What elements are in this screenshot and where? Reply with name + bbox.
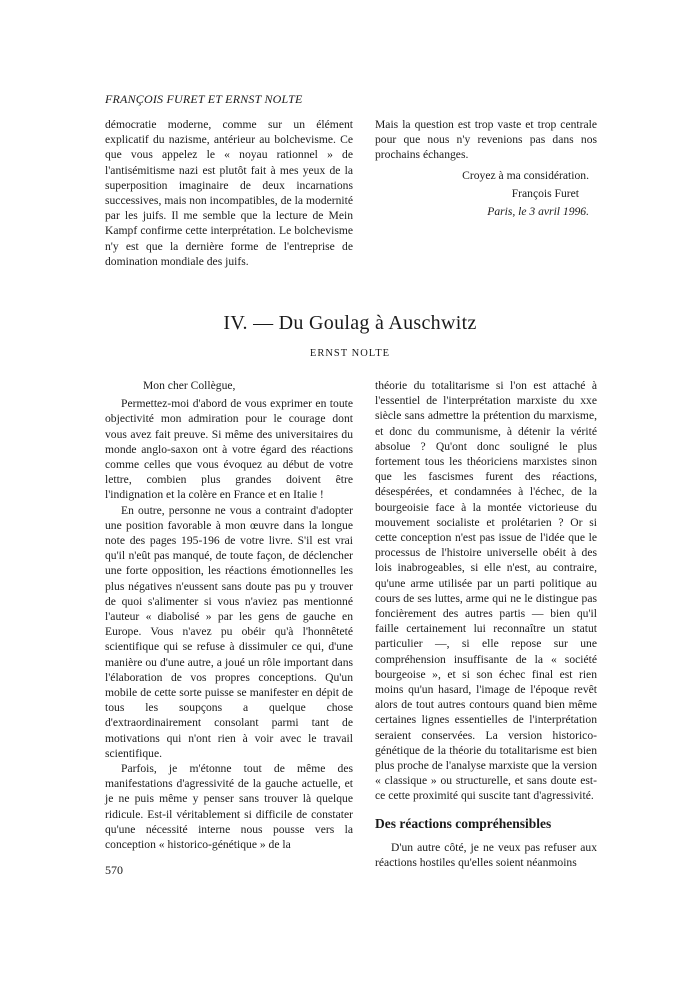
continued-paragraph: démocratie moderne, comme sur un élément explicatif du nazisme, antérieur au bolchevisme. Ce que vous appelez le « noyau rationnel » de l'antisémitisme nazi est plutôt fait à mes yeux de la superposition imaginaire de deux incarnations successives, mais non incompatibles, de la modernité par les juifs. Il me semble que la lecture de Mein Kampf confirme cette interprétation. Le bolchevisme n'y est que la dernière forme de l'entreprise de domination mondiale des juifs.	[105, 118, 353, 268]
signature: François Furet	[511, 186, 579, 200]
body-paragraph: Permettez-moi d'abord de vous exprimer en toute objectivité mon admiration pour le courage dont vous avez fait preuve. Si même des universitaires du monde anglo-saxon ont à votre égard des réactions comme celles que vous évoquez au début de votre lettre, combien plus grandes doivent être l'indignation et la colère en France et en Italie !	[105, 397, 353, 502]
salutation: Mon cher Collègue,	[143, 379, 236, 392]
running-head: FRANÇOIS FURET ET ERNST NOLTE	[105, 92, 303, 106]
page-number: 570	[105, 863, 123, 877]
bottom-right-column	[375, 378, 597, 870]
top-left-column	[105, 117, 353, 269]
bottom-left-column	[105, 378, 353, 852]
subheading: Des réactions compréhensibles	[375, 815, 552, 831]
body-paragraph: En outre, personne ne vous a contraint d'adopter une position favorable à mon œuvre dans la longue note des pages 195-196 de votre livre. S'il est vrai qu'il n'eût pas manqué, de toute façon, de déclencher une forte opposition, les réactions émotionnelles les plus négatives n'eussent sans doute pas pu y trouver de quoi s'alimenter si vous n'aviez pas mentionné l'auteur « diabolisé » par les gens de gauche en Europe. Vous n'avez pu obéir qu'à l'honnêteté scientifique qui se refuse à dissimuler ce qui, d'une manière ou d'une autre, a joué un rôle important dans l'élaboration de vos propres conceptions. Qu'un mobile de cette sorte puisse se manifester en dépit de tous les soupçons a quelque chose d'extraordinairement consolant parmi tant de motivations qui n'ont rien à voir avec le travail scientifique.	[105, 503, 353, 760]
top-right-column	[375, 117, 597, 219]
body-paragraph: Parfois, je m'étonne tout de même des manifestations d'agressivité de la gauche actuelle, et je ne puis même y penser sans trouver là quelque ridicule. Est-il véritablement si difficile de constater qu'une nécessité interne nous pousse vers la conception « historico-génétique » de la	[105, 762, 353, 852]
body-paragraph: théorie du totalitarisme si l'on est attaché à l'essentiel de l'interprétation marxiste du xxe siècle sans admettre la prétention du marxisme, et donc du communisme, à détenir la vérité absolue ? Qu'ont donc souligné le plus fortement tous les théoriciens marxistes sinon que les fascismes furent des réactions, désespérées, et condamnées à l'échec, de la bourgeoisie face à la montée victorieuse du mouvement socialiste et prolétarien ? Or si cette conception n'est pas issue de l'idée que le processus de l'histoire universelle obéit à des lois inabrogeables, si elle n'est, au contraire, qu'une arme utilisée par un parti politique au cours de ses luttes, arme qui ne le distingue pas foncièrement des autres partis — bien qu'il faille certainement lui reconnaître un statut particulier —, si elle repose sur une compréhension insuffisante de la « société bourgeoise », et si son échec final est rien moins qu'un hasard, l'image de l'époque revêt alors de tout autres contours quand bien même certaines lignes essentielles de l'interprétation seraient conservées. La version historico-génétique de la théorie du totalitarisme est bien plus proche de l'analyse marxiste que la version « classique » ou structurelle, et sans doute est-ce cette proximité qui suscite tant d'agressivité.	[375, 379, 597, 803]
place-date: Paris, le 3 avril 1996.	[487, 205, 589, 219]
body-paragraph: D'un autre côté, je ne veux pas refuser aux réactions hostiles qu'elles soient néanmoins	[375, 840, 597, 870]
closing-paragraph: Mais la question est trop vaste et trop centrale pour que nous n'y revenions pas dans nos prochains échanges.	[375, 118, 597, 162]
author-byline: ERNST NOLTE	[309, 348, 391, 359]
section-title: IV. — Du Goulag à Auschwitz	[223, 312, 477, 334]
closing-formula: Croyez à ma considération.	[462, 168, 589, 182]
